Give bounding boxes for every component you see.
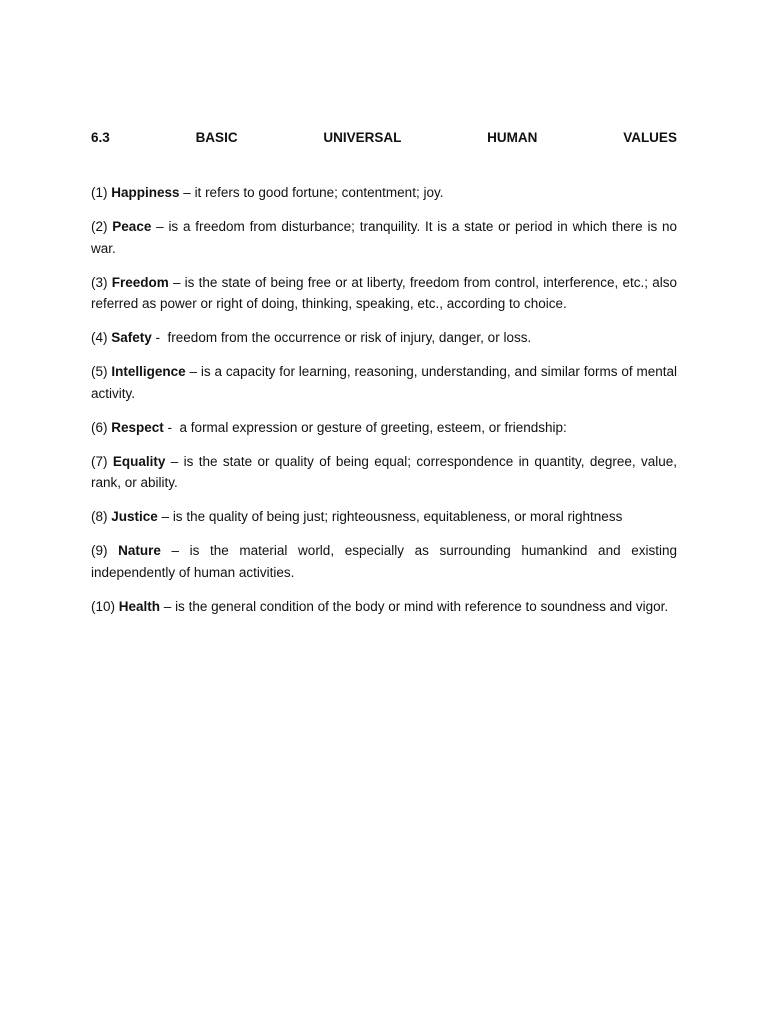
entry-number: (1) xyxy=(91,185,108,200)
entry-definition: is a freedom from disturbance; tranquility. It is a state or period in which there is no war. xyxy=(91,219,677,256)
entry-definition: is the quality of being just; righteousness, equitableness, or moral rightness xyxy=(172,509,623,524)
entry-term: Safety xyxy=(111,330,152,345)
value-entry-respect xyxy=(91,417,677,439)
entry-term: Justice xyxy=(111,509,158,524)
entry-term: Equality xyxy=(112,453,166,469)
value-entry-equality xyxy=(91,451,677,494)
entry-definition: is the general condition of the body or mind with reference to soundness and vigor. xyxy=(175,598,669,614)
entry-definition: is a capacity for learning, reasoning, understanding, and similar forms of mental activity. xyxy=(91,364,677,401)
entry-definition: is the state of being free or at liberty, freedom from control, interference, etc.; also referred as power or right of doing, thinking, speaking, etc., according to choice. xyxy=(91,274,677,311)
entry-number: (9) xyxy=(91,543,108,558)
entry-separator: - xyxy=(151,330,168,345)
entry-separator: – xyxy=(168,274,185,290)
entry-number: (3) xyxy=(91,274,108,290)
section-number: 6.3 xyxy=(91,130,110,145)
entry-separator: - xyxy=(163,419,180,435)
section-heading xyxy=(91,130,677,146)
value-entry-freedom xyxy=(91,272,677,315)
entry-separator: – xyxy=(165,453,184,469)
entry-definition: a formal expression or gesture of greeting, esteem, or friendship: xyxy=(179,419,567,435)
entry-definition: freedom from the occurrence or risk of injury, danger, or loss. xyxy=(167,330,532,345)
heading-word-human: HUMAN xyxy=(487,130,538,145)
entry-number: (6) xyxy=(91,419,108,435)
entry-term: Health xyxy=(118,598,161,614)
entry-separator: – xyxy=(160,543,190,558)
heading-word-universal: UNIVERSAL xyxy=(323,130,402,145)
entry-number: (5) xyxy=(91,364,108,379)
entry-separator: – xyxy=(160,598,176,614)
entry-term: Respect xyxy=(111,419,164,435)
entry-number: (2) xyxy=(91,219,108,234)
entry-term: Happiness xyxy=(111,185,180,200)
values-list xyxy=(91,182,677,630)
entry-separator: – xyxy=(151,219,169,234)
value-entry-safety xyxy=(91,327,677,349)
entry-definition: is the state or quality of being equal; correspondence in quantity, degree, value, rank, or ability. xyxy=(91,453,677,490)
entry-definition: is the material world, especially as surrounding humankind and existing independently of human activities. xyxy=(91,543,677,580)
heading-word-values: VALUES xyxy=(623,130,677,145)
heading-word-basic: BASIC xyxy=(195,130,238,145)
value-entry-nature xyxy=(91,540,677,583)
entry-separator: – xyxy=(185,364,201,379)
entry-term: Peace xyxy=(112,219,152,234)
entry-term: Freedom xyxy=(111,274,169,290)
value-entry-justice xyxy=(91,506,677,528)
value-entry-health xyxy=(91,596,677,618)
entry-term: Intelligence xyxy=(111,364,186,379)
value-entry-happiness xyxy=(91,182,677,204)
entry-term: Nature xyxy=(118,543,161,558)
value-entry-intelligence xyxy=(91,361,677,404)
entry-number: (4) xyxy=(91,330,108,345)
value-entry-peace xyxy=(91,216,677,259)
entry-separator: – xyxy=(179,185,195,200)
entry-number: (10) xyxy=(91,598,116,614)
entry-number: (8) xyxy=(91,509,108,524)
entry-number: (7) xyxy=(91,453,108,469)
entry-definition: it refers to good fortune; contentment; joy. xyxy=(194,185,444,200)
entry-separator: – xyxy=(157,509,173,524)
